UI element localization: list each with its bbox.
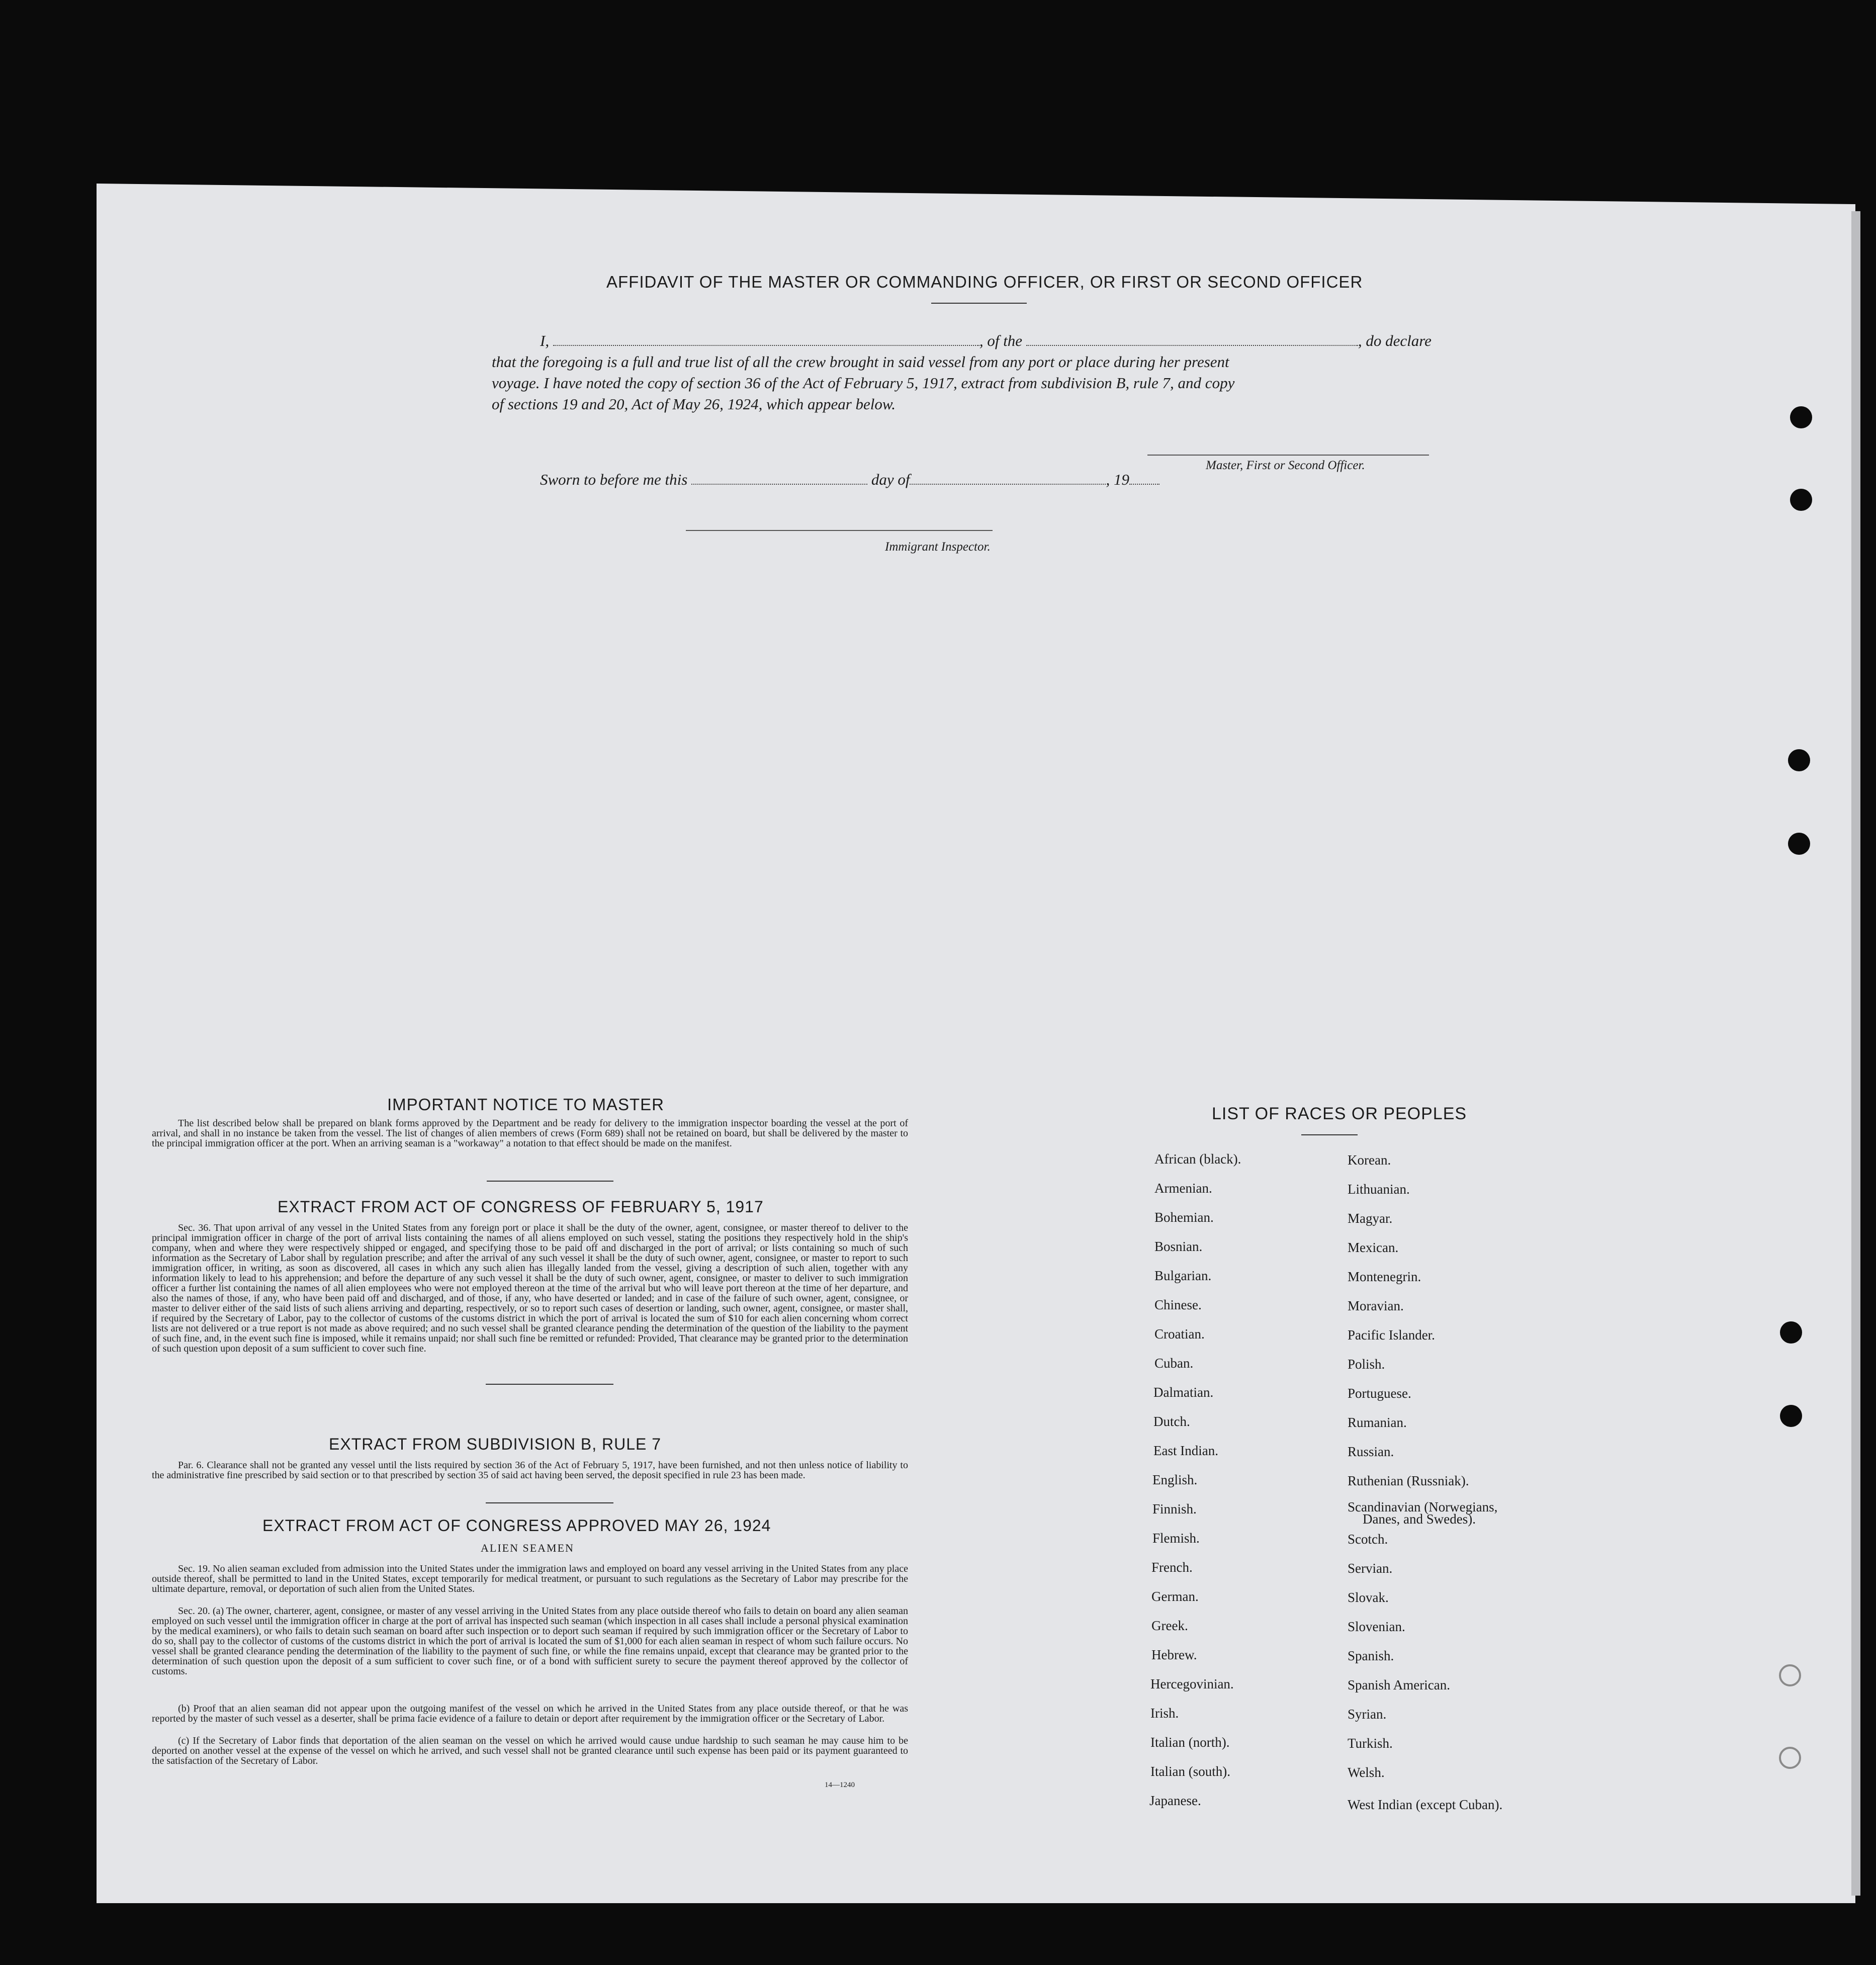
punch-hole — [1790, 489, 1812, 511]
year-blank[interactable] — [1129, 484, 1159, 485]
sworn-year: , 19 — [1106, 471, 1129, 488]
races-title: LIST OF RACES OR PEOPLES — [1212, 1104, 1467, 1123]
race-item: Danes, and Swedes). — [1363, 1511, 1476, 1527]
race-item: Moravian. — [1348, 1298, 1404, 1313]
race-item: Bohemian. — [1154, 1210, 1214, 1225]
affidavit-line2: that the foregoing is a full and true list of all the crew brought in said vessel from any port or place during her present — [492, 353, 1229, 371]
divider — [486, 1384, 613, 1385]
rule7-title: EXTRACT FROM SUBDIVISION B, RULE 7 — [329, 1435, 662, 1453]
race-item: Turkish. — [1348, 1736, 1393, 1751]
race-item: Armenian. — [1154, 1181, 1212, 1196]
race-item: German. — [1151, 1589, 1199, 1604]
race-item: Hercegovinian. — [1150, 1676, 1234, 1691]
affidavit-i: I, — [540, 332, 550, 349]
rule7-text: Par. 6. Clearance shall not be granted any vessel until the lists required by section 36 of the Act of February 5, 1917, have been furnished, and not then unless notice of liability to the administrative fine prescribed by said section or to that prescribed by section 35 of said act having been served, the deposit specified in rule 23 has been made. — [152, 1460, 908, 1481]
name-blank[interactable] — [553, 345, 979, 346]
race-item: Russian. — [1348, 1444, 1394, 1459]
affidavit-declare: , do declare — [1358, 332, 1432, 349]
race-item: Mexican. — [1348, 1240, 1399, 1255]
notice-text: The list described below shall be prepared on blank forms approved by the Department and be ready for delivery to the immigration inspector boarding the vessel at the port of arrival, and shall in no instance be taken from the vessel. The list of changes of alien members of crews (Form 689) shall not be retained on board, but shall be delivered by the master to the principal immigration officer at the port. When an arriving seaman is a "workaway" a notation to that effect should be made on the manifest. — [152, 1118, 908, 1149]
punch-hole — [1780, 1405, 1802, 1427]
race-item: Ruthenian (Russniak). — [1348, 1473, 1469, 1488]
sworn-day: day of — [871, 471, 910, 488]
race-item: Servian. — [1348, 1561, 1393, 1576]
sec19-text: Sec. 19. No alien seaman excluded from admission into the United States under the immigration laws and employed on board any vessel arriving in the United States from any place outside thereof, shall be permitted to land in the United States, except temporarily for medical treatment, or pursuant to such regulations as the Secretary of Labor may prescribe for the ultimate departure, removal, or deportation of such alien from the United States. — [152, 1563, 908, 1594]
race-item: Dutch. — [1153, 1414, 1190, 1429]
affidavit-line4: of sections 19 and 20, Act of May 26, 1924, which appear below. — [492, 395, 896, 413]
race-item: Montenegrin. — [1348, 1269, 1421, 1284]
race-item: Syrian. — [1348, 1707, 1387, 1722]
race-item: West Indian (except Cuban). — [1348, 1797, 1503, 1812]
race-item: Bosnian. — [1154, 1239, 1203, 1254]
signature-line[interactable] — [1147, 455, 1429, 456]
sec20b-text: (b) Proof that an alien seaman did not appear upon the outgoing manifest of the vessel on which he arrived in the United States from any place outside thereof, or that he was reported by the master of such vessel as a deserter, shall be prima facie evidence of a failure to detain or deport after requirement by the immigration officer or the Secretary of Labor. — [152, 1703, 908, 1724]
form-number: 14—1240 — [825, 1781, 855, 1789]
affidavit-line3: voyage. I have noted the copy of section 36 of the Act of February 5, 1917, extract from subdivision B, rule 7, and copy — [492, 374, 1235, 392]
race-item: Slovak. — [1348, 1590, 1389, 1605]
race-item: Chinese. — [1154, 1297, 1202, 1312]
punch-hole — [1780, 1321, 1802, 1344]
vessel-blank[interactable] — [1026, 345, 1358, 346]
race-item: Scotch. — [1348, 1532, 1388, 1547]
affidavit-line1 — [540, 332, 1432, 350]
race-item: Portuguese. — [1348, 1386, 1411, 1401]
alien-seamen-subtitle: ALIEN SEAMEN — [481, 1542, 574, 1554]
race-item: Spanish American. — [1348, 1677, 1450, 1692]
race-item: Finnish. — [1152, 1501, 1197, 1516]
punch-hole — [1788, 833, 1810, 855]
punch-hole — [1779, 1664, 1801, 1686]
punch-hole — [1779, 1747, 1801, 1769]
race-item: Korean. — [1348, 1152, 1391, 1168]
race-item: Dalmatian. — [1153, 1385, 1214, 1400]
extract-1924-title: EXTRACT FROM ACT OF CONGRESS APPROVED MAY 26, 1924 — [262, 1516, 771, 1535]
race-item: Italian (south). — [1150, 1764, 1230, 1779]
race-item: Greek. — [1151, 1618, 1188, 1633]
sheet-edge — [1851, 211, 1860, 1896]
divider — [486, 1502, 613, 1503]
race-item: Hebrew. — [1151, 1647, 1197, 1662]
punch-hole — [1788, 749, 1810, 771]
inspector-label: Immigrant Inspector. — [885, 540, 991, 554]
sec20c-text: (c) If the Secretary of Labor finds that deportation of the alien seaman on the vessel on which he arrived would cause undue hardship to such seaman he may cause him to be deported on another vessel at the expense of the vessel on which he arrived, and such vessel shall not be granted clearance until such expense has been paid or its payment guaranteed to the satisfaction of the Secretary of Labor. — [152, 1735, 908, 1766]
punch-hole — [1790, 406, 1812, 428]
race-item: English. — [1152, 1472, 1198, 1487]
sworn-prefix: Sworn to before me this — [540, 471, 688, 488]
divider — [487, 1181, 613, 1182]
race-item: Scandinavian (Norwegians, — [1348, 1499, 1498, 1514]
race-item: Polish. — [1348, 1357, 1385, 1372]
divider — [1301, 1134, 1358, 1135]
race-item: Cuban. — [1154, 1356, 1194, 1371]
race-item: French. — [1151, 1560, 1193, 1575]
affidavit-title: AFFIDAVIT OF THE MASTER OR COMMANDING OFFICER, OR FIRST OR SECOND OFFICER — [606, 273, 1363, 291]
race-item: Slovenian. — [1348, 1619, 1405, 1634]
sworn-line — [540, 471, 1159, 489]
signature-label: Master, First or Second Officer. — [1206, 459, 1365, 472]
extract-1917-text: Sec. 36. That upon arrival of any vessel in the United States from any foreign port or place it shall be the duty of the owner, agent, consignee, or master thereof to deliver to the principal immigration officer in charge of the port of arrival lists containing the names of all aliens employed on such vessel, stating the positions they respectively hold in the ship's company, when and where they were respectively shipped or engaged, and specifying those to be paid off and discharged in the port of arrival; or lists containing so much of such information as the Secretary of Labor shall by regulation prescribe; and after the arrival of any such vessel it shall be the duty of such owner, agent, consignee, or master to report to such immigration officer, in writing, as soon as discovered, all cases in which any such alien has illegally landed from the vessel, giving a description of such alien, together with any information likely to lead to his apprehension; and before the departure of any such vessel it shall be the duty of such owner, agent, consignee, or master to deliver to such immigration officer a further list containing the names of all alien employees who were not employed thereon at the time of the arrival but who will leave port thereon at the time of her departure, and also the names of those, if any, who have been paid off and discharged, and of those, if any, who have deserted or landed; and in case of the failure of such owner, agent, consignee, or master to deliver either of the said lists of such aliens arriving and departing, respectively, or so to report such cases of desertion or landing, such owner, agent, consignee, or master shall, if required by the Secretary of Labor, pay to the collector of customs of the customs district in which the port of arrival is located the sum of $10 for each alien concerning whom correct lists are not delivered or a true report is not made as above required; and no such vessel shall be granted clearance pending the determination of the question of the liability to the payment of such fine, and, in the event such fine is imposed, while it remains unpaid; nor shall such fine be remitted or refunded: Provided, That clearance may be granted prior to the determination of such question upon deposit of a sum sufficient to cover such fine. — [152, 1222, 908, 1354]
race-item: Magyar. — [1348, 1211, 1393, 1226]
day-blank[interactable] — [691, 484, 867, 485]
race-item: Rumanian. — [1348, 1415, 1407, 1430]
race-item: Italian (north). — [1150, 1735, 1230, 1750]
race-item: Croatian. — [1154, 1326, 1205, 1342]
race-item: African (black). — [1154, 1151, 1241, 1167]
extract-1917-title: EXTRACT FROM ACT OF CONGRESS OF FEBRUARY 5, 1917 — [278, 1198, 764, 1216]
race-item: Lithuanian. — [1348, 1182, 1410, 1197]
race-item: Japanese. — [1149, 1793, 1201, 1808]
notice-title: IMPORTANT NOTICE TO MASTER — [387, 1095, 665, 1114]
race-item: Bulgarian. — [1154, 1268, 1212, 1283]
race-item: Welsh. — [1348, 1765, 1385, 1780]
sec20a-text: Sec. 20. (a) The owner, charterer, agent, consignee, or master of any vessel arriving in the United States from any place outside thereof who fails to detain on board any alien seaman employed on such vessel until the immigration officer in charge at the port of arrival has inspected such seaman (which inspection in all cases shall include a personal physical examination by the medical examiners), or who fails to detain such seaman on board after such inspection or to deport such seaman if required by such immigration officer or the Secretary of Labor to do so, shall pay to the collector of customs of the customs district in which the port of arrival is located the sum of $1,000 for each alien seaman in respect of whom such failure occurs. No vessel shall be granted clearance pending the determination of the liability to the payment of such fine, or while the fine remains unpaid, except that clearance may be granted prior to the determination of such question upon the deposit of a sum sufficient to cover such fine, or of a bond with sufficient surety to secure the payment thereof approved by the collector of customs. — [152, 1605, 908, 1677]
divider — [931, 303, 1027, 304]
race-item: Pacific Islander. — [1348, 1327, 1435, 1343]
race-item: Irish. — [1150, 1706, 1179, 1721]
race-item: East Indian. — [1153, 1443, 1218, 1458]
month-blank[interactable] — [910, 484, 1106, 485]
race-item: Spanish. — [1348, 1648, 1394, 1663]
affidavit-of-the: , of the — [979, 332, 1023, 349]
inspector-signature-line[interactable] — [686, 530, 993, 531]
race-item: Flemish. — [1152, 1531, 1200, 1546]
